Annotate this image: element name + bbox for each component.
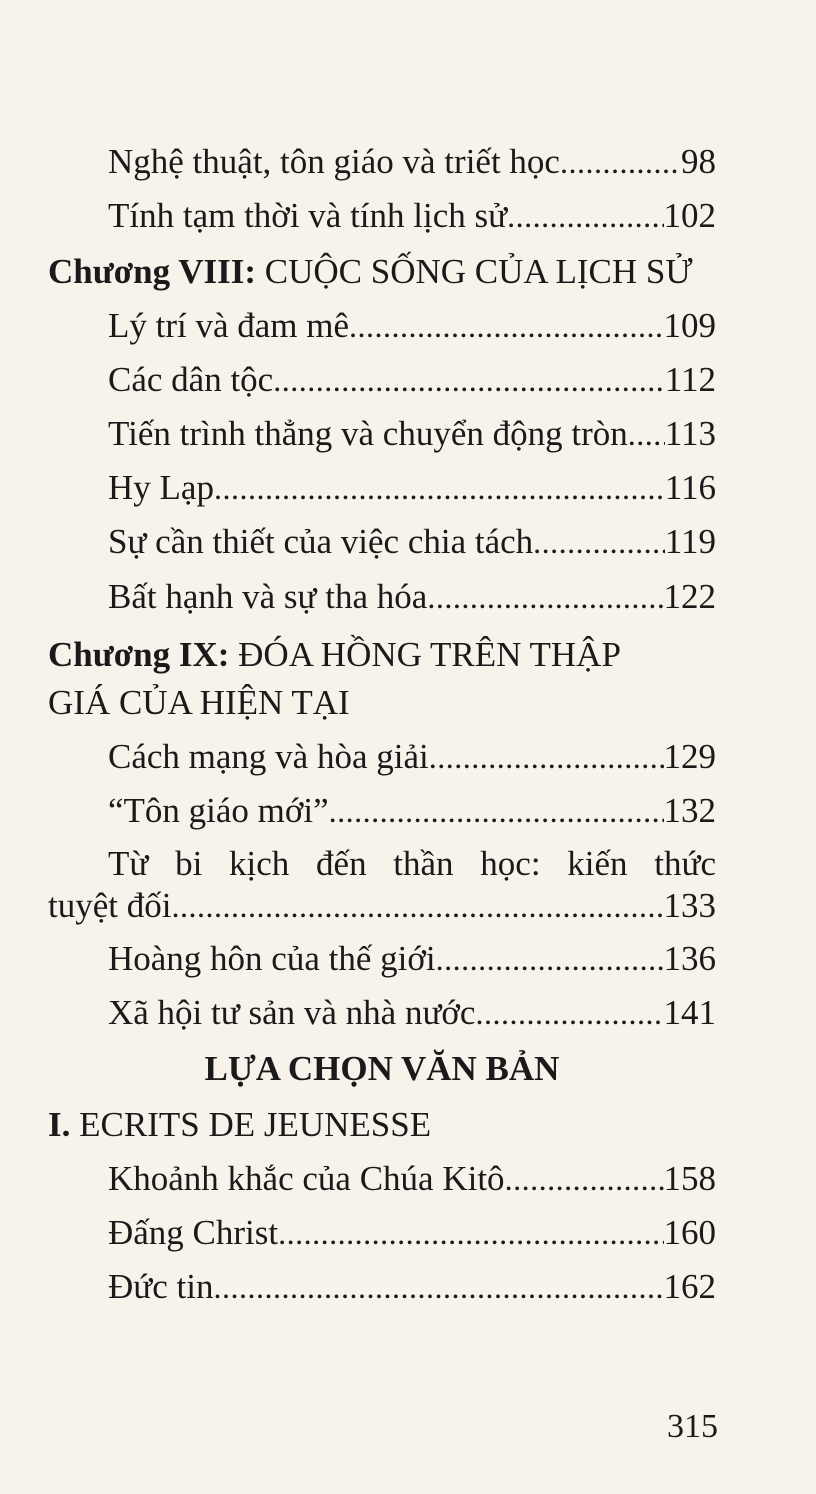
leader-dots — [505, 1157, 664, 1201]
leader-dots — [628, 412, 665, 456]
toc-entry — [108, 412, 716, 456]
chapter-heading — [48, 250, 716, 294]
entry-title: Sự cần thiết của việc chia tách — [108, 522, 534, 561]
toc-entry — [108, 520, 716, 564]
entry-title: Hoàng hôn của thế giới — [108, 939, 436, 978]
entry-page: 113 — [664, 414, 716, 453]
leader-dots — [475, 991, 663, 1035]
chapter-title: GIÁ CỦA HIỆN TẠI — [48, 683, 350, 722]
entry-page: 129 — [663, 737, 716, 776]
toc-entry — [48, 884, 716, 928]
toc-entry — [108, 789, 716, 833]
entry-page: 158 — [663, 1159, 716, 1198]
chapter-label: Chương VIII: — [48, 252, 257, 291]
chapter-heading — [48, 633, 716, 677]
part-heading — [48, 1103, 716, 1147]
entry-title: Xã hội tư sản và nhà nước — [108, 993, 476, 1032]
toc-entry — [108, 735, 716, 779]
leader-dots — [214, 466, 665, 510]
leader-dots — [436, 937, 664, 981]
toc-entry-line1 — [108, 842, 716, 886]
chapter-title: CUỘC SỐNG CỦA LỊCH SỬ — [264, 252, 693, 291]
entry-page: 162 — [663, 1267, 716, 1306]
leader-dots — [349, 304, 663, 348]
toc-entry — [108, 937, 716, 981]
entry-title: Bất hạnh và sự tha hóa — [108, 577, 428, 616]
entry-title: Tính tạm thời và tính lịch sử — [108, 196, 508, 235]
entry-title: Tiến trình thẳng và chuyển động tròn — [108, 414, 628, 453]
entry-title: tuyệt đối — [48, 886, 172, 925]
leader-dots — [429, 735, 664, 779]
toc-entry — [108, 1211, 716, 1255]
chapter-title: ĐÓA HỒNG TRÊN THẬP — [238, 635, 621, 674]
leader-dots — [533, 520, 665, 564]
entry-title: Khoảnh khắc của Chúa Kitô — [108, 1159, 505, 1198]
entry-page: 133 — [663, 886, 716, 925]
entry-title: “Tôn giáo mới” — [108, 791, 329, 830]
entry-title: Đấng Christ — [108, 1213, 279, 1252]
leader-dots — [329, 789, 664, 833]
entry-title: Nghệ thuật, tôn giáo và triết học — [108, 142, 560, 181]
entry-title: Đức tin — [108, 1267, 214, 1306]
entry-page: 136 — [663, 939, 716, 978]
leader-dots — [427, 575, 663, 619]
part-title: ECRITS DE JEUNESSE — [79, 1105, 432, 1144]
entry-page: 116 — [664, 468, 716, 507]
leader-dots — [507, 194, 663, 238]
entry-page: 122 — [663, 577, 716, 616]
page-number: 315 — [667, 1408, 718, 1445]
leader-dots — [560, 140, 681, 184]
leader-dots — [213, 1265, 663, 1309]
chapter-heading-continued — [48, 681, 716, 725]
entry-page: 102 — [663, 196, 716, 235]
toc-entry — [108, 358, 716, 402]
leader-dots — [273, 358, 665, 402]
toc-entry — [108, 194, 716, 238]
entry-page: 109 — [663, 306, 716, 345]
toc-entry — [108, 991, 716, 1035]
entry-title: Từ bi kịch đến thần học: kiến thức — [108, 844, 716, 883]
entry-page: 112 — [664, 360, 716, 399]
entry-title: Lý trí và đam mê — [108, 306, 350, 345]
part-label: I. — [48, 1105, 71, 1144]
toc-entry — [108, 575, 716, 619]
entry-page: 132 — [663, 791, 716, 830]
leader-dots — [171, 884, 663, 928]
entry-page: 160 — [663, 1213, 716, 1252]
entry-title: Hy Lạp — [108, 468, 214, 507]
toc-entry — [108, 466, 716, 510]
toc-entry — [108, 140, 716, 184]
entry-title: Cách mạng và hòa giải — [108, 737, 429, 776]
section-heading: LỰA CHỌN VĂN BẢN — [204, 1049, 560, 1088]
toc-entry — [108, 1157, 716, 1201]
toc-entry — [108, 1265, 716, 1309]
leader-dots — [278, 1211, 663, 1255]
entry-page: 119 — [664, 522, 716, 561]
entry-title: Các dân tộc — [108, 360, 274, 399]
entry-page: 141 — [663, 993, 716, 1032]
chapter-label: Chương IX: — [48, 635, 230, 674]
entry-page: 98 — [681, 142, 716, 181]
toc-entry — [108, 304, 716, 348]
